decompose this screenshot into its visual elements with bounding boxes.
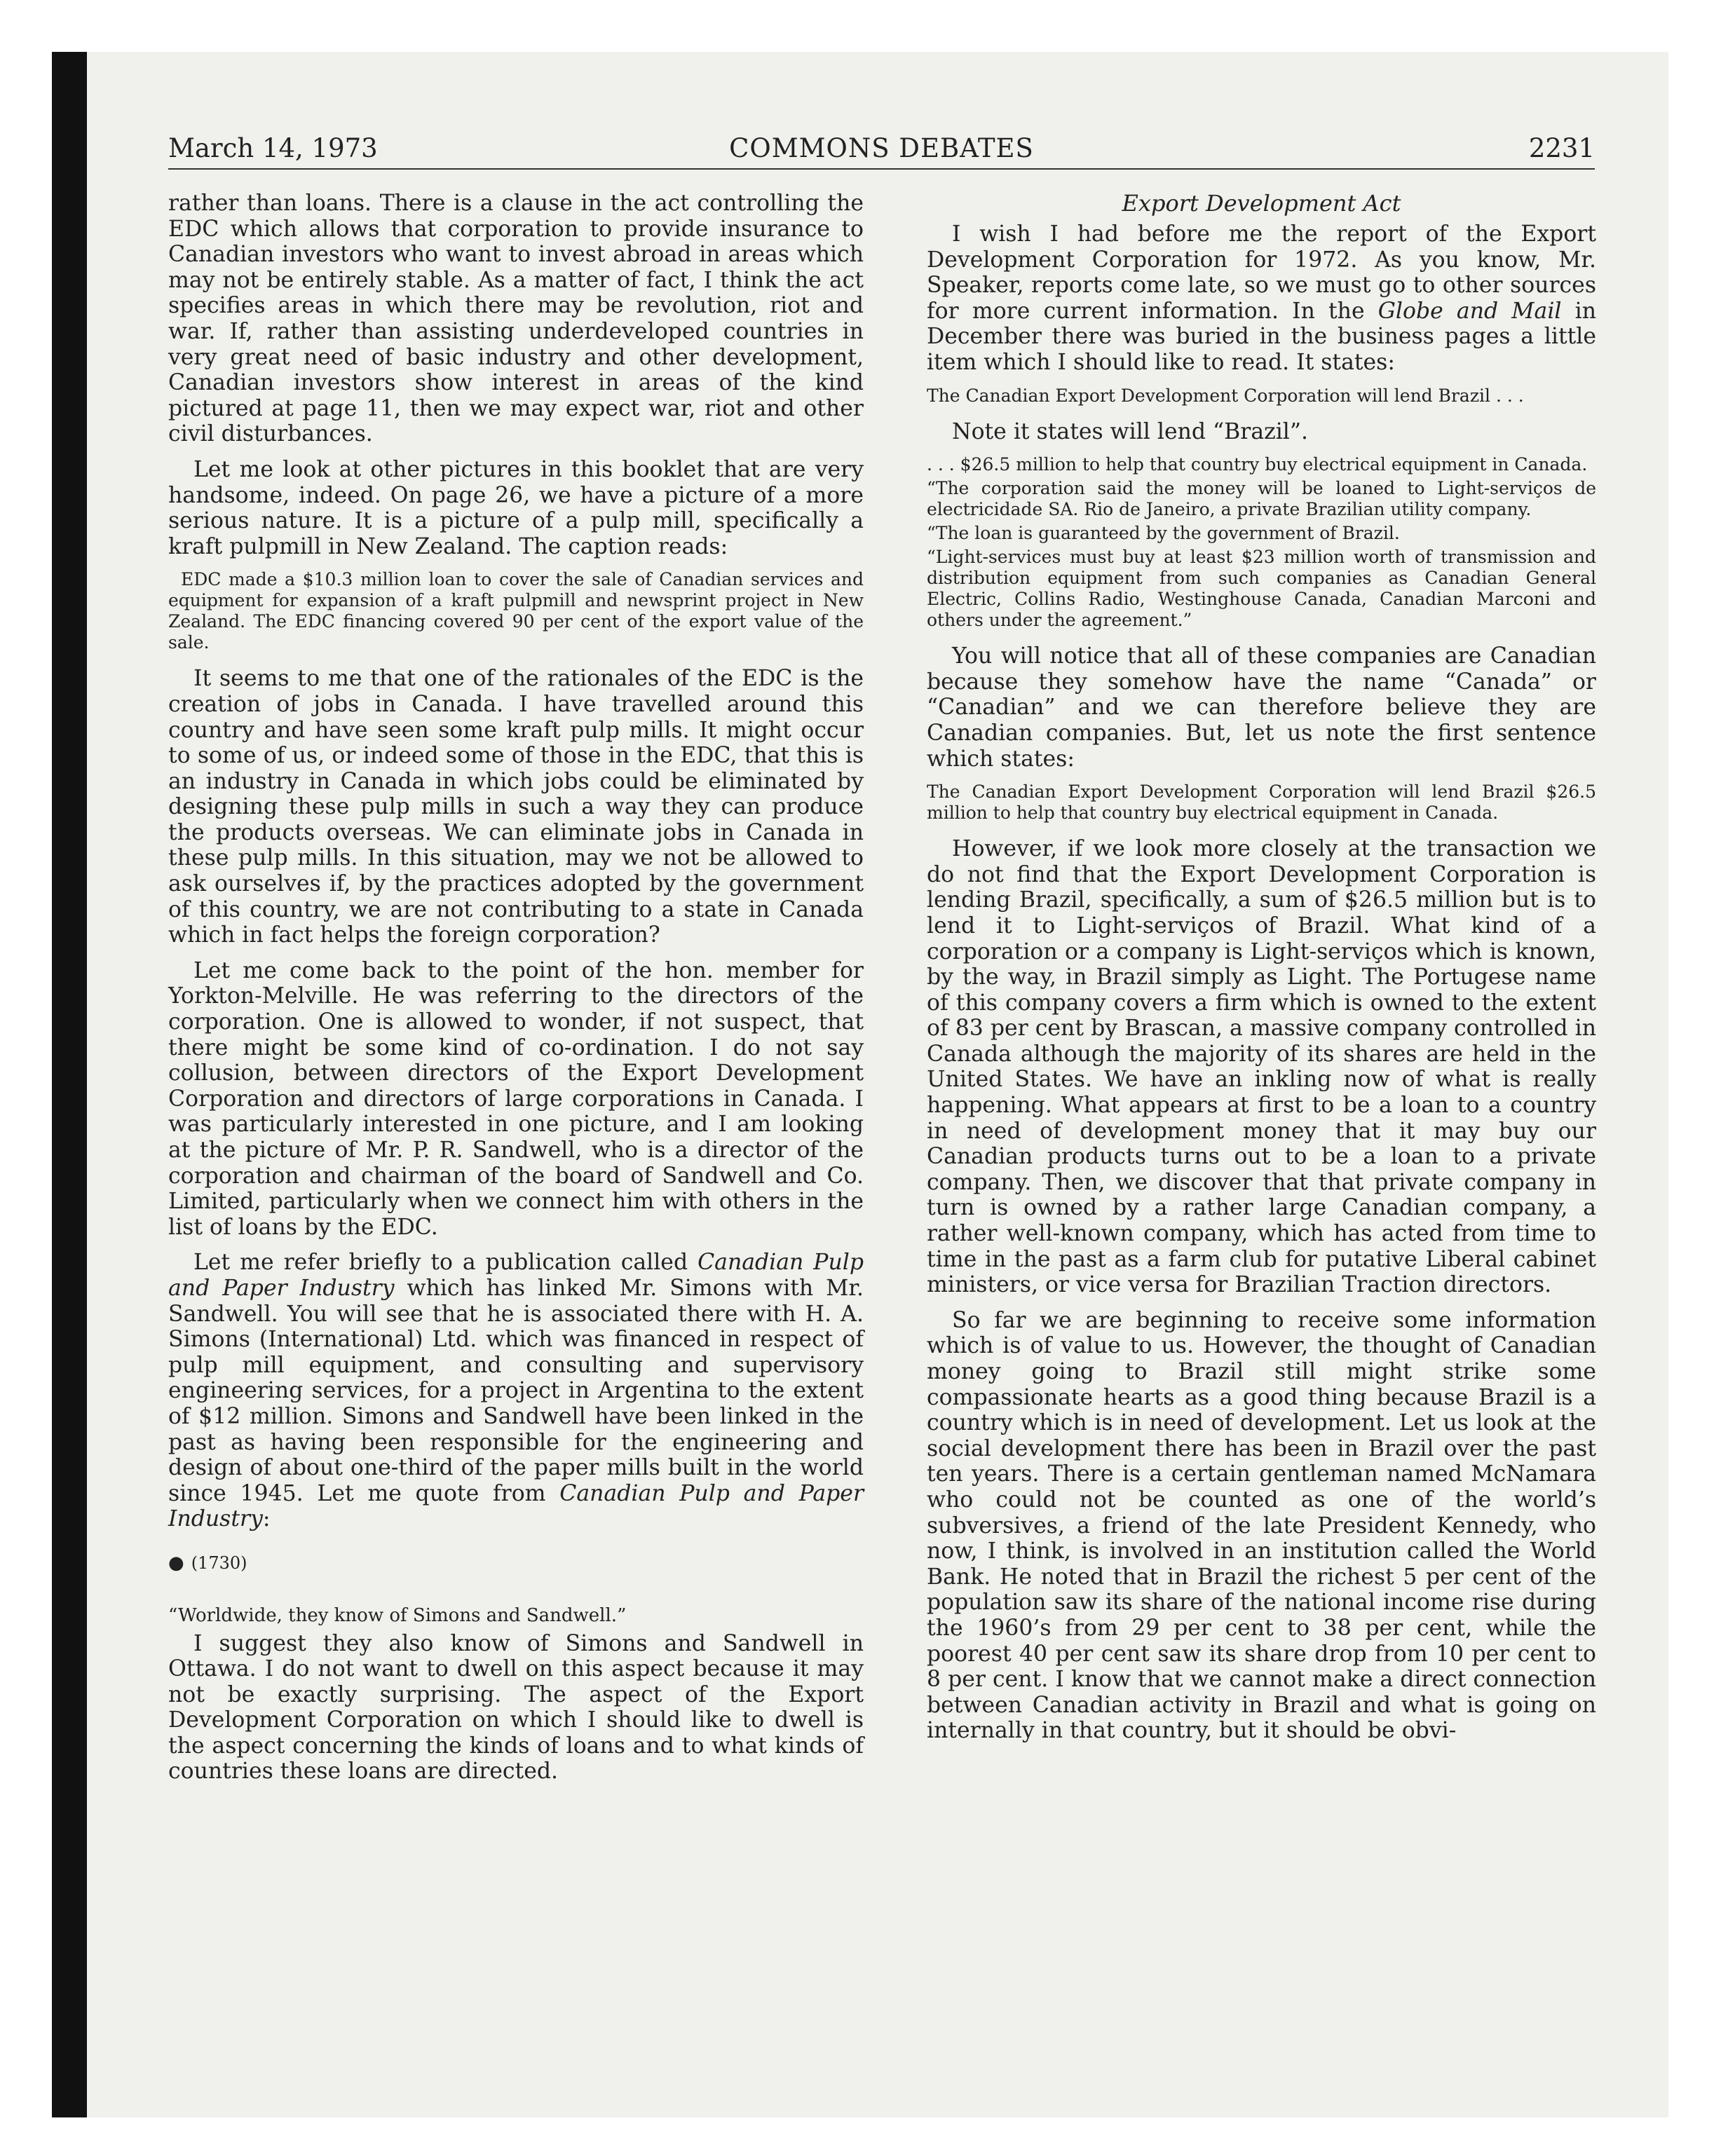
header-date: March 14, 1973 [168, 133, 378, 163]
block-quote: EDC made a $10.3 million loan to cover the sale of Canadian services and equipment for expansion of a kraft pulpmill and newsprint project in New Zealand. The EDC financing covered 90 per cent of the export value of the sale. [168, 569, 864, 653]
publication-title: Canadian Pulp and Paper Industry [168, 1250, 864, 1301]
time-marker [168, 1550, 864, 1576]
section-title: Export Development Act [1122, 190, 1401, 217]
time-marker-label: (1730) [191, 1553, 247, 1573]
text: Let me refer briefly to a publication called [193, 1250, 698, 1276]
scan-edge [52, 52, 87, 2117]
left-column [168, 191, 864, 1794]
page-header [168, 133, 1595, 170]
block-quote: “The corporation said the money will be loaned to Light-serviços de electricidade SA. Rio de Janeiro, a private Brazilian utility company. [927, 478, 1596, 520]
text: : [262, 1506, 271, 1532]
text: which has linked Mr. Simons with Mr. Sandwell. You will see that he is associated there with H. A. Simons (International) Ltd. which was financed in respect of pulp mill equipment, and consulting and supervisory engineering services, for a project in Argentina to the extent of $12 million. Simons and Sandwell have been linked in the past as having been responsible for the engineering and design of about one-third of the paper mills built in the world since 1945. Let me quote from [168, 1275, 864, 1506]
paragraph: However, if we look more closely at the transaction we do not find that the Export Development Corporation is lending Brazil, specifically, a sum of $26.5 million but is to lend it to Light-serviços of Brazil. What kind of a corporation or a company is Light-serviços which is known, by the way, in Brazil simply as Light. The Portugese name of this company covers a firm which is owned to the extent of 83 per cent by Brascan, a massive company controlled in Canada although the majority of its shares are held in the United States. We have an inkling now of what is really happening. What appears at first to be a loan to a country in need of development money that it may buy our Canadian products turns out to be a loan to a private company. Then, we discover that that private company in turn is owned by a rather large Canadian company, a rather well-known company, which has acted from time to time in the past as a farm club for putative Liberal cabinet ministers, or vice versa for Brazilian Traction directors. [927, 836, 1596, 1298]
right-column [927, 191, 1596, 1754]
paragraph: So far we are beginning to receive some information which is of value to us. However, the thought of Canadian money going to Brazil still might strike some compassionate hearts as a good thing because Brazil is a country which is in need of development. Let us look at the social development there has been in Brazil over the past ten years. There is a certain gentleman named McNamara who could not be counted as one of the world’s subversives, a friend of the late President Kennedy, who now, I think, is involved in an institution called the World Bank. He noted that in Brazil the richest 5 per cent of the population saw its share of the national income rise during the 1960’s from 29 per cent to 38 per cent, while the poorest 40 per cent saw its share drop from 10 per cent to 8 per cent. I know that we cannot make a direct connection between Canadian activity in Brazil and what is going on internally in that country, but it should be obvi- [927, 1307, 1596, 1744]
paragraph: It seems to me that one of the rationales of the EDC is the creation of jobs in Canada. I have travelled around this country and have seen some kraft pulp mills. It might occur to some of us, or indeed some of those in the EDC, that this is an industry in Canada in which jobs could be eliminated by designing these pulp mills in such a way they can produce the products overseas. We can eliminate jobs in Canada in these pulp mills. In this situation, may we not be allowed to ask ourselves if, by the practices adopted by the government of this country, we are not contributing to a state in Canada which in fact helps the foreign corporation? [168, 666, 864, 948]
block-quote: “Worldwide, they know of Simons and Sandwell.” [168, 1604, 627, 1626]
block-quote: The Canadian Export Development Corporation will lend Brazil $26.5 million to help that country buy electrical equipment in Canada. [927, 782, 1596, 824]
paragraph [168, 1250, 864, 1532]
paragraph: I suggest they also know of Simons and Sandwell in Ottawa. I do not want to dwell on this aspect because it may not be exactly surprising. The aspect of the Export Development Corporation on which I should like to dwell is the aspect concerning the kinds of loans and to what kinds of countries these loans are directed. [168, 1630, 864, 1785]
bullet-icon: ● [168, 1552, 184, 1574]
block-quote: The Canadian Export Development Corporation will lend Brazil . . . [927, 385, 1524, 406]
paragraph: Note it states will lend “Brazil”. [952, 418, 1308, 444]
block-quote: “The loan is guaranteed by the government of Brazil. [927, 523, 1400, 544]
paragraph: Let me look at other pictures in this booklet that are very handsome, indeed. On page 26, we have a picture of a more serious nature. It is a picture of a pulp mill, specifically a kraft pulpmill in New Zealand. The caption reads: [168, 456, 864, 559]
block-quote: . . . $26.5 million to help that country buy electrical equipment in Canada. [927, 454, 1588, 475]
paragraph: rather than loans. There is a clause in the act controlling the EDC which allows that corporation to provide insurance to Canadian investors who want to invest abroad in areas which may not be entirely stable. As a matter of fact, I think the act specifies areas in which there may be revolution, riot and war. If, rather than assisting underdeveloped countries in very great need of basic industry and other development, Canadian investors show interest in areas of the kind pictured at page 11, then we may expect war, riot and other civil disturbances. [168, 191, 864, 447]
newspaper-title: Globe and Mail [1377, 298, 1562, 324]
block-quote: “Light-services must buy at least $23 million worth of transmission and distribution equipment from such companies as Canadian General Electric, Collins Radio, Westinghouse Canada, Canadian Marconi and others under the agreement.” [927, 547, 1596, 631]
text: I wish I had before me the report of the Export Development Corporation for 1972. As you know, Mr. Speaker, reports come late, so we must go to other sources for more current information. In the [927, 221, 1596, 324]
text: in December there was buried in the business pages a little item which I should like to read. It states: [927, 298, 1597, 375]
paragraph: You will notice that all of these companies are Canadian because they somehow have the name “Canada” or “Canadian” and we can therefore believe they are Canadian companies. But, let us note the first sentence which states: [927, 643, 1596, 772]
header-title: COMMONS DEBATES [729, 133, 1034, 163]
paragraph: Let me come back to the point of the hon. member for Yorkton-Melville. He was referring to the directors of the corporation. One is allowed to wonder, if not suspect, that there might be some kind of co-ordination. I do not say collusion, between directors of the Export Development Corporation and directors of large corporations in Canada. I was particularly interested in one picture, and I am looking at the picture of Mr. P. R. Sandwell, who is a director of the corporation and chairman of the board of Sandwell and Co. Limited, particularly when we connect him with others in the list of loans by the EDC. [168, 957, 864, 1240]
publication-title: Canadian Pulp and Paper Industry [168, 1480, 864, 1532]
page-number: 2231 [1528, 133, 1595, 163]
paragraph [927, 221, 1596, 376]
